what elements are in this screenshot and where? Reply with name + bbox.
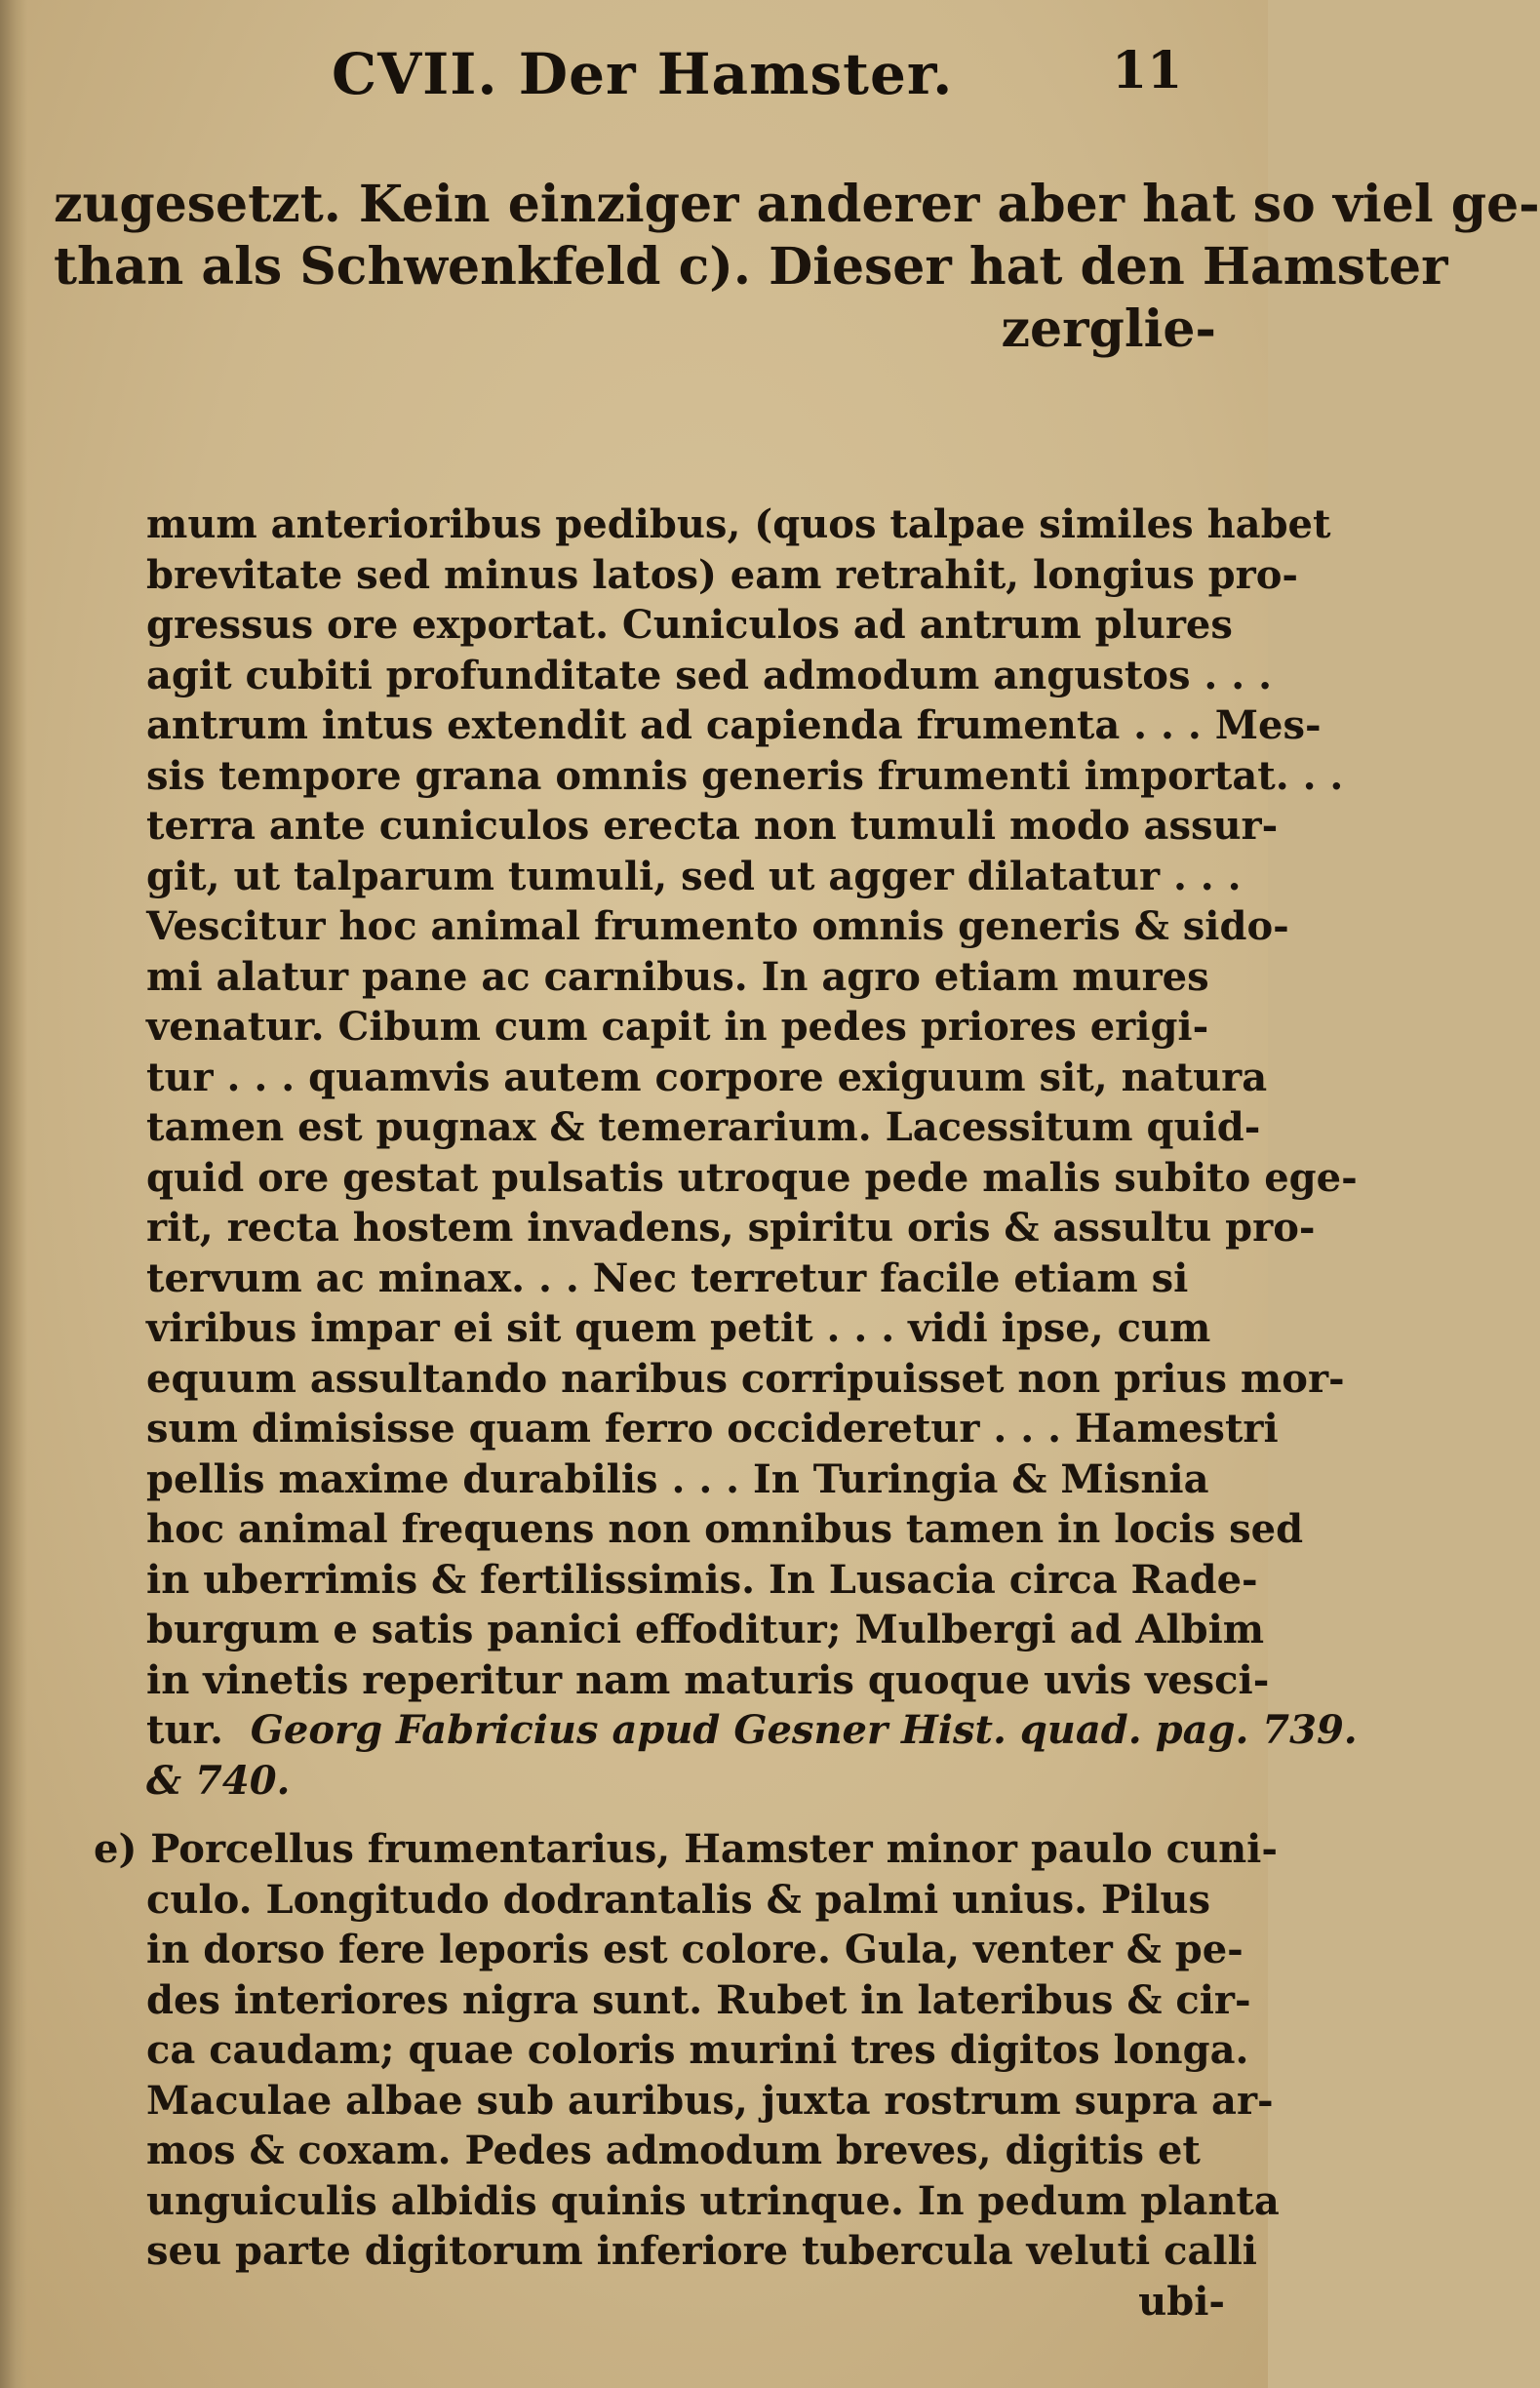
quote-line: mum anterioribus pedibus, (quos talpae similes habet — [146, 501, 1331, 547]
quote-line: gressus ore exportat. Cuniculos ad antrum plures — [146, 602, 1233, 648]
page-title: CVII. Der Hamster. — [332, 41, 954, 107]
footnote-line: seu parte digitorum inferiore tubercula veluti calli — [146, 2228, 1257, 2274]
quote-line: venatur. Cibum cum capit in pedes priores erigi- — [146, 1004, 1209, 1050]
quote-line: tervum ac minax. . . Nec terretur facile etiam si — [146, 1254, 1189, 1301]
page-edge-shadow — [0, 0, 27, 2388]
citation-prefix: tur. — [146, 1707, 223, 1753]
footnote-line: culo. Longitudo dodrantalis & palmi unius. Pilus — [146, 1876, 1211, 1923]
citation-end: & 740. — [146, 1757, 291, 1804]
main-text-line: than als Schwenkfeld c). Dieser hat den Hamster — [54, 237, 1448, 297]
quote-citation-end — [146, 1756, 1219, 1807]
catchword: ubi- — [1138, 2278, 1225, 2325]
quote-line: antrum intus extendit ad capienda frumenta . . . Mes- — [146, 702, 1322, 748]
running-header — [332, 41, 1209, 119]
quote-line: in vinetis reperitur nam maturis quoque uvis vesci- — [146, 1656, 1270, 1703]
quote-line: burgum e satis panici effoditur; Mulbergi ad Albim — [146, 1607, 1265, 1652]
footnote-line: Maculae albae sub auribus, juxta rostrum supra ar- — [146, 2077, 1274, 2124]
main-text-line: zerglie- — [1001, 299, 1216, 359]
quote-line: tamen est pugnax & temerarium. Lacessitum quid- — [146, 1104, 1261, 1150]
quote-line: viribus impar ei sit quem petit . . . vidi ipse, cum — [146, 1305, 1211, 1351]
quote-line: agit cubiti profunditate sed admodum angustos . . . — [146, 652, 1273, 698]
quote-line: pellis maxime durabilis . . . In Turingia & Misnia — [146, 1455, 1209, 1502]
quote-line: Vescitur hoc animal frumento omnis generis & sido- — [146, 903, 1289, 949]
main-text-line: zugesetzt. Kein einziger anderer aber hat so viel ge- — [54, 175, 1540, 234]
quote-line: rit, recta hostem invadens, spiritu oris & assultu pro- — [146, 1205, 1316, 1251]
quote-citation-line — [146, 1705, 1358, 1756]
page-number: 11 — [1112, 41, 1183, 100]
footnote-line: mos & coxam. Pedes admodum breves, digitis et — [146, 2128, 1201, 2173]
footnote-line: in dorso fere leporis est colore. Gula, venter & pe- — [146, 1927, 1244, 1972]
latin-quotation — [146, 499, 1358, 1806]
quote-line: quid ore gestat pulsatis utroque pede malis subito ege- — [146, 1154, 1358, 1201]
quote-line: sis tempore grana omnis generis frumenti importat. . . — [146, 752, 1344, 799]
footnote-line: des interiores nigra sunt. Rubet in lateribus & cir- — [146, 1976, 1251, 2023]
quote-line: equum assultando naribus corripuisset non prius mor- — [146, 1355, 1345, 1402]
quote-line: mi alatur pane ac carnibus. In agro etiam mures — [146, 953, 1209, 1000]
footnote-line: e) Porcellus frumentarius, Hamster minor paulo cuni- — [94, 1826, 1278, 1872]
quote-line: sum dimisisse quam ferro occideretur . . . Hamestri — [146, 1406, 1279, 1452]
footnote-line: unguiculis albidis quinis utrinque. In pedum planta — [146, 2177, 1280, 2224]
quote-line: hoc animal frequens non omnibus tamen in locis sed — [146, 1506, 1304, 1552]
quote-line: terra ante cuniculos erecta non tumuli modo assur- — [146, 803, 1279, 849]
quote-line: git, ut talparum tumuli, sed ut agger dilatatur . . . — [146, 853, 1242, 899]
main-text-block — [54, 174, 1540, 361]
citation-source: Georg Fabricius apud Gesner Hist. quad. pag. 739. — [250, 1707, 1358, 1753]
quote-line: in uberrimis & fertilissimis. In Lusacia circa Rade- — [146, 1556, 1258, 1603]
quote-line: tur . . . quamvis autem corpore exiguum sit, natura — [146, 1054, 1268, 1100]
footnote-line: ca caudam; quae coloris murini tres digitos longa. — [146, 2027, 1249, 2073]
footnote-block — [94, 1824, 1280, 2327]
quote-line: brevitate sed minus latos) eam retrahit, longius pro- — [146, 551, 1298, 598]
